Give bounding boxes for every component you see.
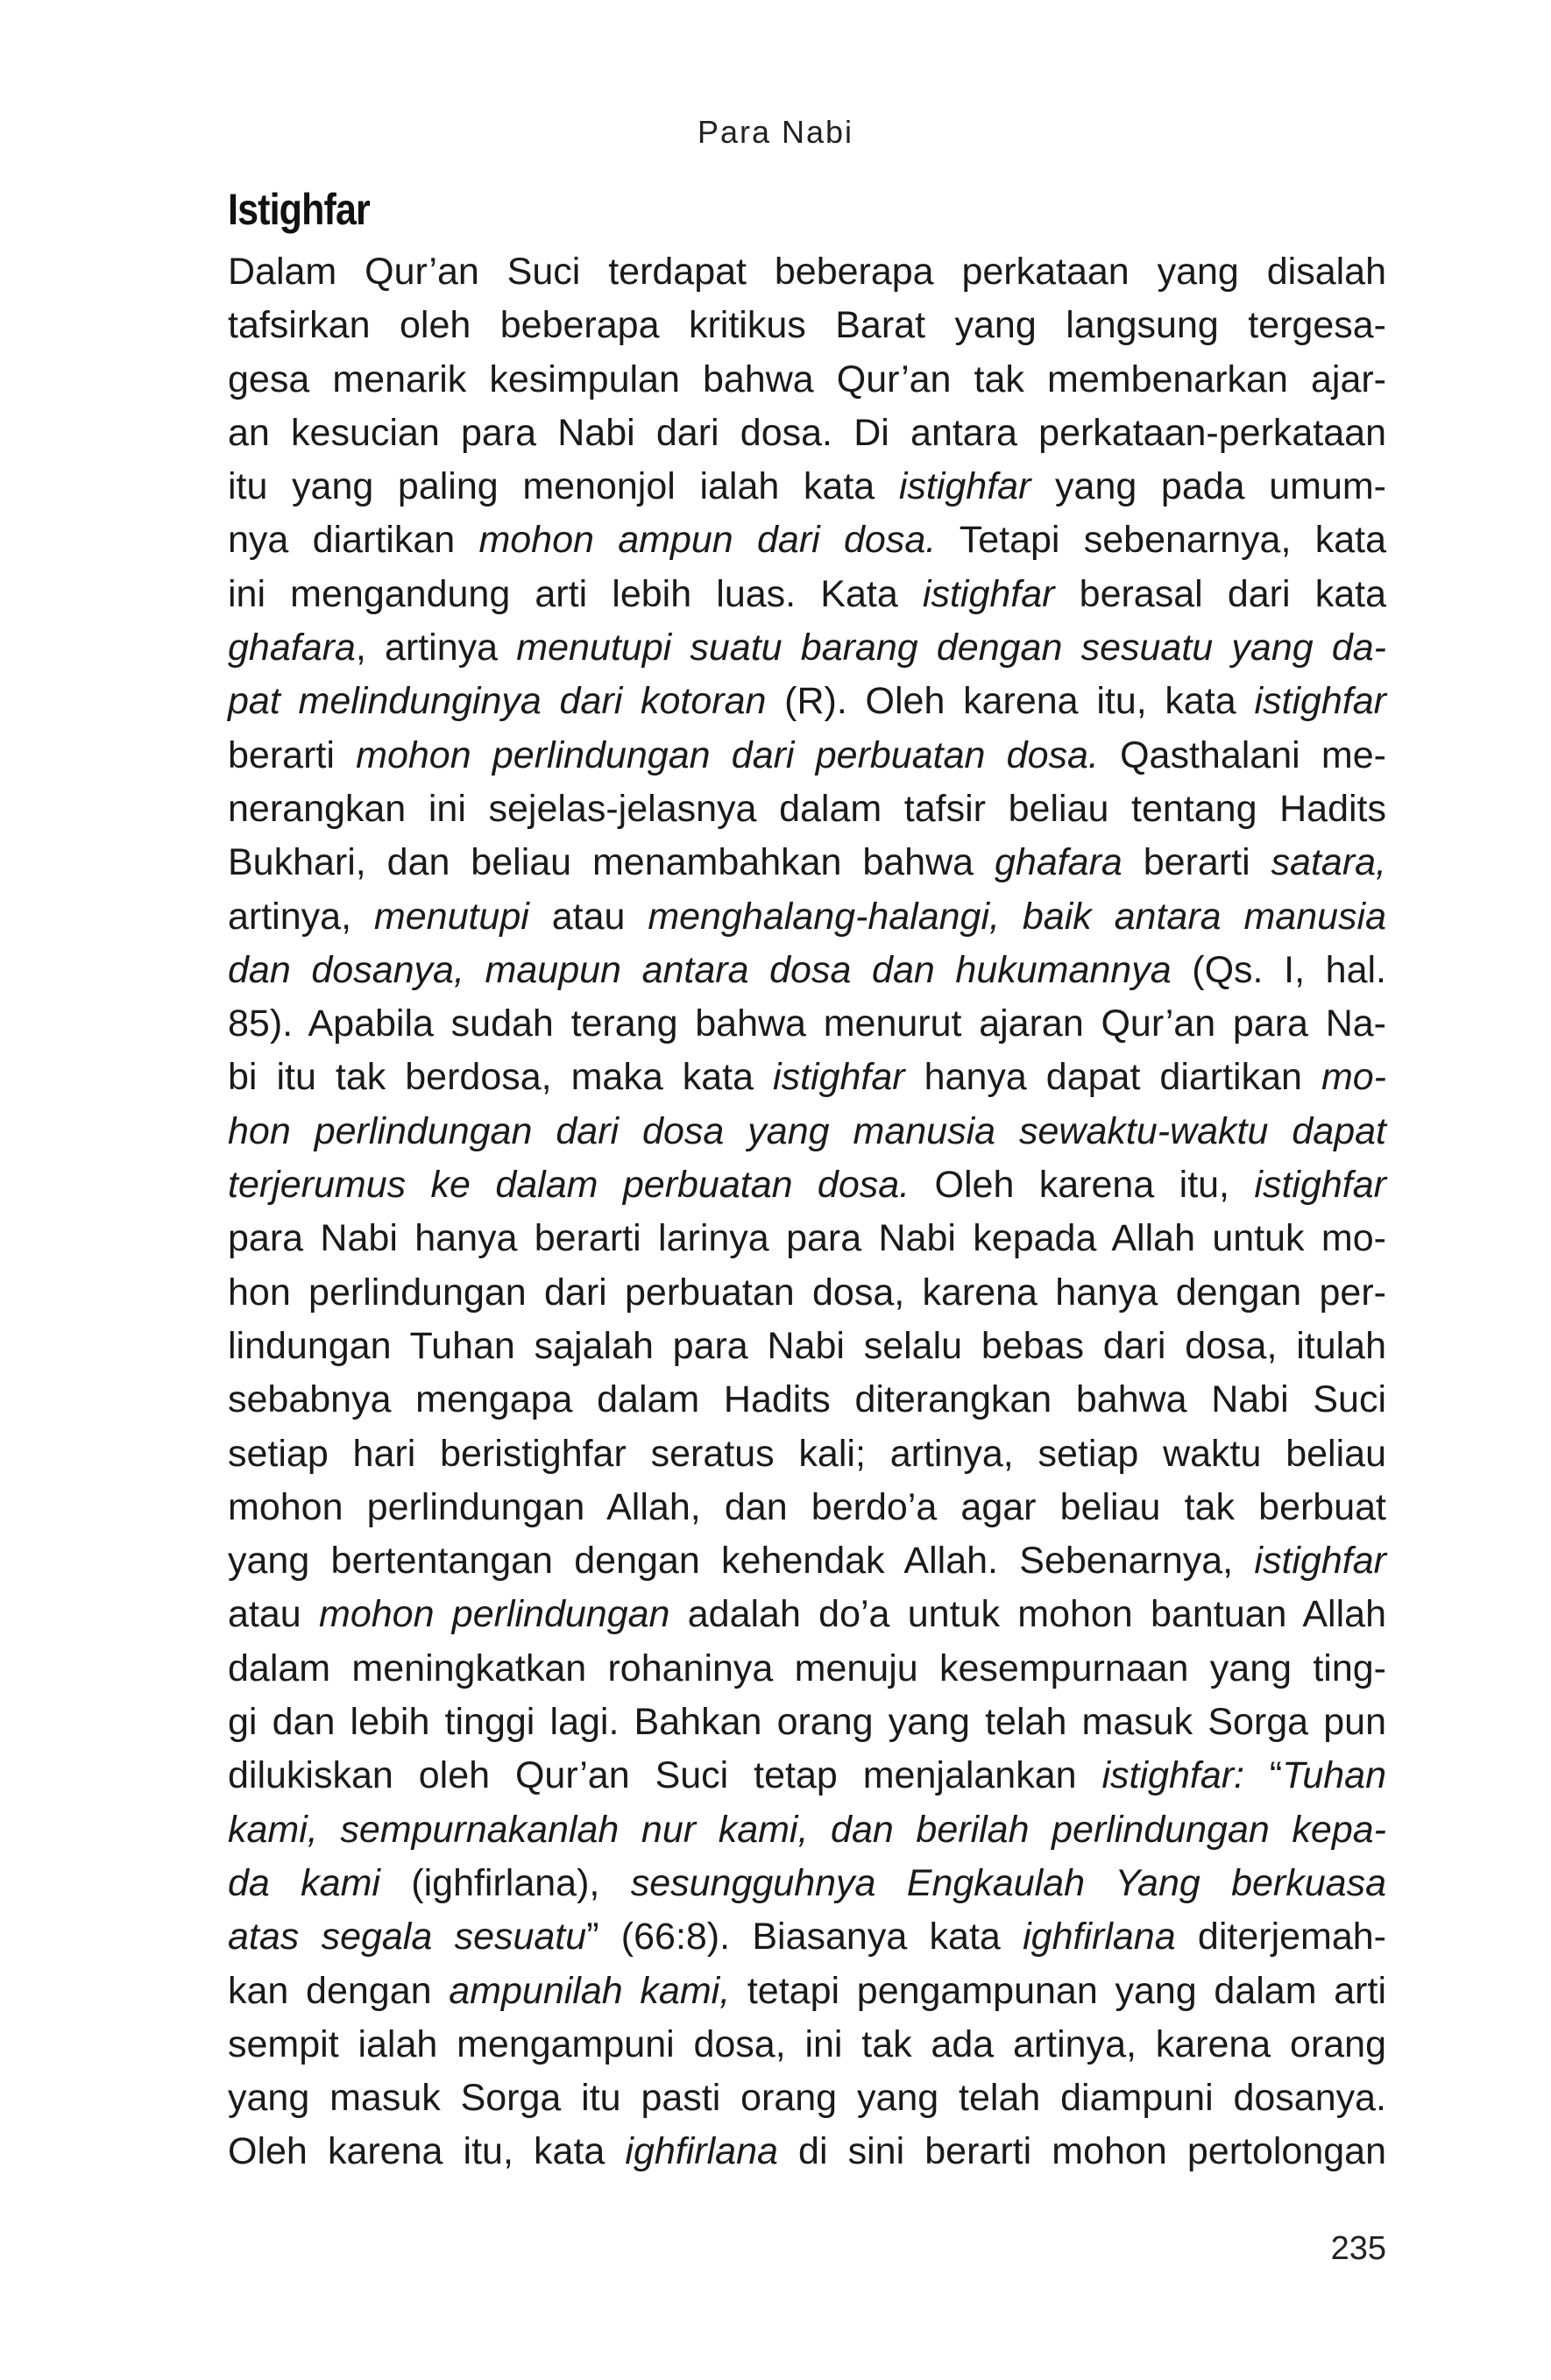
text-run: (R). Oleh karena itu, kata	[766, 680, 1255, 723]
text-run: sebabnya mengapa dalam Hadits diterangkan bahwa Nabi Suci	[228, 1378, 1386, 1421]
text-line	[228, 407, 1386, 460]
text-run: bi itu tak berdosa, maka kata	[228, 1056, 774, 1099]
italic-phrase: satara,	[1271, 841, 1387, 884]
text-run: berarti	[228, 733, 357, 776]
text-line	[228, 1427, 1386, 1481]
text-run: Qasthalani me-	[1098, 733, 1386, 776]
text-run: Dalam Qur’an Suci terdapat beberapa perkataan yang disalah	[228, 251, 1386, 293]
italic-phrase: istighfar	[773, 1056, 905, 1099]
text-line	[228, 1588, 1386, 1641]
italic-phrase: istighfar	[1254, 680, 1387, 723]
italic-phrase: istighfar	[1254, 1540, 1386, 1583]
text-run: lindungan Tuhan sajalah para Nabi selalu bebas dari dosa, itulah	[228, 1324, 1386, 1367]
text-run: tetapi pengampunan yang dalam arti	[730, 1969, 1387, 2012]
text-line	[228, 621, 1386, 675]
text-run: tafsirkan oleh beberapa kritikus Barat yang langsung tergesa-	[228, 304, 1386, 347]
italic-phrase: dan dosanya, maupun antara dosa dan hukumannya	[228, 948, 1172, 991]
text-run: diterjemah-	[1175, 1916, 1386, 1959]
text-run: sempit ialah mengampuni dosa, ini tak ada artinya, karena orang	[228, 2022, 1386, 2065]
text-line	[228, 890, 1386, 944]
italic-phrase: istighfar	[898, 465, 1031, 508]
italic-phrase: istighfar:	[1101, 1754, 1244, 1797]
text-line	[228, 2125, 1386, 2178]
text-run: itu yang paling menonjol ialah kata	[228, 465, 899, 508]
text-run: hon perlindungan dari perbuatan dosa, karena hanya dengan per-	[228, 1271, 1386, 1314]
text-run: yang pada umum-	[1030, 465, 1387, 508]
text-line	[228, 1051, 1386, 1104]
text-line	[228, 1910, 1386, 1964]
text-run: yang masuk Sorga itu pasti orang yang telah diampuni dosanya.	[228, 2077, 1386, 2120]
text-line	[228, 1158, 1386, 1212]
text-line	[228, 1266, 1386, 1320]
text-line	[228, 1481, 1386, 1534]
text-run: Oleh karena itu,	[910, 1164, 1255, 1207]
italic-phrase: menghalang-halangi, baik antara manusia	[648, 895, 1386, 938]
text-run: ” (66:8). Biasanya kata	[586, 1916, 1023, 1959]
italic-phrase: hon perlindungan dari dosa yang manusia sewaktu-waktu dapat	[228, 1109, 1386, 1152]
text-run: dalam meningkatkan rohaninya menuju kesempurnaan yang ting-	[228, 1647, 1386, 1689]
italic-phrase: mohon perlindungan dari perbuatan dosa.	[356, 733, 1099, 776]
italic-phrase: ampunilah kami,	[449, 1969, 731, 2012]
text-run: para Nabi hanya berarti larinya para Nabi kepada Allah untuk mo-	[228, 1217, 1386, 1260]
text-run: nerangkan ini sejelas-jelasnya dalam tafsir beliau tentang Hadits	[228, 787, 1386, 830]
text-run: atau	[228, 1593, 319, 1636]
text-line	[228, 2072, 1386, 2125]
text-line	[228, 1642, 1386, 1696]
text-line	[228, 299, 1386, 352]
italic-phrase: mohon ampun dari dosa.	[478, 519, 937, 562]
italic-phrase: ghafara	[994, 841, 1123, 884]
text-run: gesa menarik kesimpulan bahwa Qur’an tak membenarkan ajar-	[228, 358, 1386, 400]
text-run: nya diartikan	[228, 519, 479, 562]
italic-phrase: ighfirlana	[625, 2130, 778, 2173]
text-run: mohon perlindungan Allah, dan berdo’a agar beliau tak berbuat	[228, 1485, 1386, 1528]
text-line	[228, 514, 1386, 567]
text-run: kan dengan	[228, 1969, 450, 2012]
italic-phrase: kami, sempurnakanlah nur kami, dan berilah perlindungan kepa-	[228, 1808, 1386, 1851]
text-run: dilukiskan oleh Qur’an Suci tetap menjalankan	[228, 1754, 1102, 1797]
text-line	[228, 836, 1386, 889]
running-header: Para Nabi	[697, 114, 854, 150]
text-run: artinya,	[228, 895, 374, 938]
text-run: atau	[528, 895, 648, 938]
text-run: hanya dapat diartikan	[904, 1056, 1321, 1099]
italic-phrase: da kami	[228, 1861, 380, 1904]
text-line	[228, 245, 1386, 299]
italic-phrase: atas segala sesuatu	[228, 1916, 587, 1959]
text-run: di sini berarti mohon pertolongan	[777, 2130, 1386, 2173]
italic-phrase: ghafara	[228, 627, 356, 669]
text-line	[228, 944, 1386, 997]
text-line	[228, 1857, 1386, 1910]
text-run: Tetapi sebenarnya, kata	[936, 519, 1386, 562]
italic-phrase: istighfar	[1254, 1164, 1386, 1207]
text-line	[228, 1534, 1386, 1588]
text-line	[228, 568, 1386, 621]
italic-phrase: Tuhan	[1282, 1754, 1386, 1797]
text-run: adalah do’a untuk mohon bantuan Allah	[669, 1593, 1386, 1636]
text-line	[228, 1320, 1386, 1373]
text-line	[228, 1965, 1386, 2018]
text-run: (Qs. I, hal.	[1171, 948, 1386, 991]
italic-phrase: istighfar	[922, 572, 1055, 615]
italic-phrase: mo-	[1321, 1056, 1386, 1099]
text-line	[228, 353, 1386, 407]
italic-phrase: menutupi	[373, 895, 529, 938]
text-line	[228, 1105, 1386, 1158]
text-run: setiap hari beristighfar seratus kali; artinya, setiap waktu beliau	[228, 1432, 1386, 1475]
text-line	[228, 2018, 1386, 2072]
text-line	[228, 1696, 1386, 1749]
body-text	[228, 245, 1386, 2179]
italic-phrase: sesungguhnya Engkaulah Yang berkuasa	[630, 1861, 1386, 1904]
text-run: (ighfirlana),	[379, 1861, 631, 1904]
text-run: ini mengandung arti lebih luas. Kata	[228, 572, 923, 615]
section-title: Istighfar	[228, 185, 370, 234]
italic-phrase: mohon perlindungan	[319, 1593, 670, 1636]
text-run: yang bertentangan dengan kehendak Allah. Sebenarnya,	[228, 1540, 1255, 1583]
text-run: berarti	[1122, 841, 1271, 884]
text-run: berasal dari kata	[1054, 572, 1386, 615]
text-run: Bukhari, dan beliau menambahkan bahwa	[228, 841, 995, 884]
text-line	[228, 1212, 1386, 1265]
text-line	[228, 729, 1386, 783]
italic-phrase: ighfirlana	[1023, 1916, 1176, 1959]
text-run: gi dan lebih tinggi lagi. Bahkan orang yang telah masuk Sorga pun	[228, 1701, 1386, 1744]
text-line	[228, 460, 1386, 514]
text-run: an kesucian para Nabi dari dosa. Di antara perkataan-perkataan	[228, 411, 1386, 454]
text-line	[228, 783, 1386, 836]
text-run: , artinya	[355, 627, 517, 669]
text-run: Oleh karena itu, kata	[228, 2130, 626, 2173]
page-number: 235	[1330, 2230, 1386, 2267]
italic-phrase: pat melindunginya dari kotoran	[228, 680, 767, 723]
italic-phrase: menutupi suatu barang dengan sesuatu yang da-	[516, 627, 1387, 669]
text-line	[228, 675, 1386, 728]
text-run: 85). Apabila sudah terang bahwa menurut ajaran Qur’an para Na-	[228, 1002, 1386, 1045]
text-line	[228, 1803, 1386, 1857]
text-line	[228, 997, 1386, 1051]
text-line	[228, 1749, 1386, 1803]
text-line	[228, 1373, 1386, 1427]
italic-phrase: terjerumus ke dalam perbuatan dosa.	[228, 1164, 910, 1207]
text-run: “	[1244, 1754, 1283, 1797]
